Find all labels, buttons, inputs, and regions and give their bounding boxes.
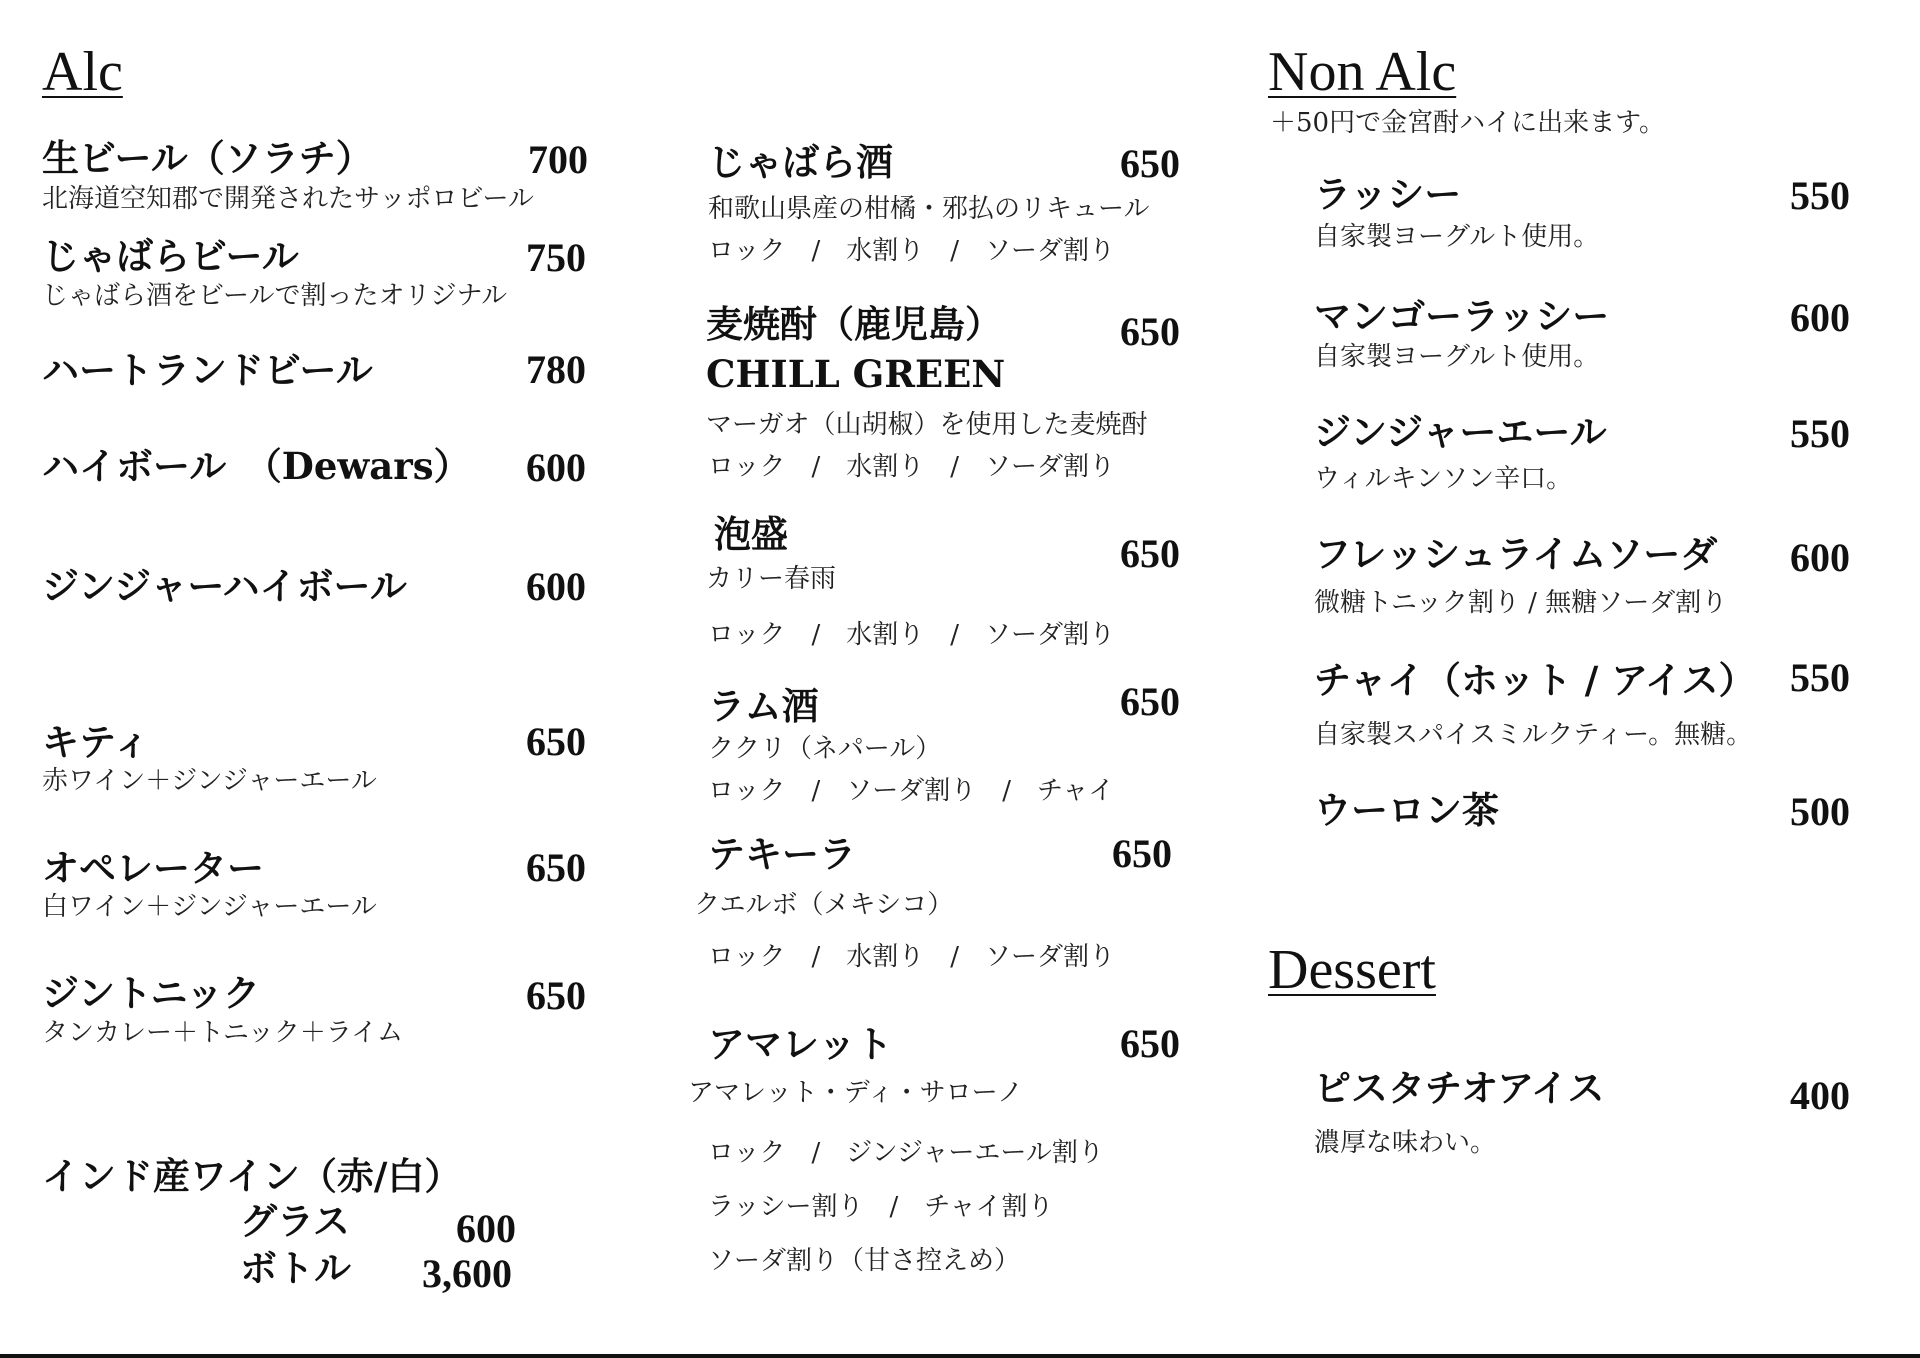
item-description: 和歌山県産の柑橘・邪払のリキュール (708, 194, 1150, 224)
item-name: オペレーター (42, 846, 264, 890)
alc-heading: Alc (42, 41, 123, 103)
item-name: ジントニック (42, 971, 261, 1015)
item-name: フレッシュライムソーダ (1314, 532, 1718, 576)
item-name: チャイ（ホット / アイス） (1314, 658, 1756, 702)
glass-label: グラス (240, 1199, 350, 1243)
item-description: アマレット・ディ・サローノ (688, 1078, 1024, 1108)
item-name: アマレット (708, 1022, 893, 1066)
item-price: 650 (526, 973, 586, 1018)
item-price: 500 (1790, 789, 1850, 834)
bottle-price: 3,600 (422, 1251, 512, 1296)
item-name: ハートランドビール (42, 348, 373, 392)
item-description: 濃厚な味わい。 (1314, 1128, 1497, 1158)
item-name: ハイボール （Dewars） (42, 444, 471, 488)
item-price: 650 (1120, 309, 1180, 354)
item-price: 400 (1790, 1073, 1850, 1118)
item-name: ウーロン茶 (1314, 788, 1499, 832)
item-name: キティ (42, 720, 151, 764)
item-options: ロック / 水割り / ソーダ割り (708, 452, 1115, 482)
item-name: インド産ワイン（赤/白） (42, 1154, 462, 1198)
item-price: 650 (1120, 1021, 1180, 1066)
item-price: 700 (528, 137, 588, 182)
item-options: ロック / 水割り / ソーダ割り (708, 942, 1115, 972)
bottle-label: ボトル (240, 1246, 351, 1290)
item-price: 600 (526, 564, 586, 609)
item-name: ピスタチオアイス (1314, 1066, 1605, 1110)
item-name: じゃばら酒 (708, 140, 893, 184)
item-name: ジンジャーハイボール (42, 564, 407, 608)
non-alc-note: ＋50円で金宮酎ハイに出来ます。 (1270, 108, 1666, 138)
item-description: 自家製スパイスミルクティー。無糖。 (1314, 720, 1753, 750)
item-description: じゃばら酒をビールで割ったオリジナル (42, 281, 508, 311)
item-description: クエルボ（メキシコ） (694, 890, 954, 920)
item-options: ロック / ジンジャーエール割り (708, 1138, 1104, 1168)
item-price: 650 (1120, 679, 1180, 724)
non-alc-heading: Non Alc (1268, 41, 1457, 103)
item-description: カリー春雨 (706, 564, 837, 594)
item-name: 生ビール（ソラチ） (42, 136, 373, 180)
item-name: マンゴーラッシー (1314, 294, 1610, 338)
item-price: 600 (1790, 535, 1850, 580)
item-price: 750 (526, 235, 586, 280)
item-price: 550 (1790, 655, 1850, 700)
item-options: ロック / 水割り / ソーダ割り (708, 236, 1115, 266)
item-price: 600 (526, 445, 586, 490)
item-description: 白ワイン＋ジンジャーエール (42, 892, 377, 922)
item-description: マーガオ（山胡椒）を使用した麦焼酎 (706, 410, 1148, 440)
item-name: ジンジャーエール (1314, 410, 1607, 454)
item-description: ククリ（ネパール） (708, 734, 942, 764)
item-name: 泡盛 (714, 512, 788, 556)
item-options: ロック / ソーダ割り / チャイ (708, 776, 1115, 806)
item-price: 600 (1790, 295, 1850, 340)
item-price: 780 (526, 347, 586, 392)
bottom-border (0, 1354, 1920, 1358)
item-price: 650 (526, 845, 586, 890)
item-description: タンカレー＋トニック＋ライム (42, 1018, 404, 1048)
item-name: テキーラ (708, 832, 856, 876)
item-description: 北海道空知郡で開発されたサッポロビール (42, 184, 534, 214)
item-name: ラム酒 (708, 684, 819, 728)
item-options: ラッシー割り / チャイ割り (708, 1192, 1054, 1222)
item-price: 650 (1120, 141, 1180, 186)
item-description: 微糖トニック割り / 無糖ソーダ割り (1314, 588, 1728, 618)
glass-price: 600 (456, 1206, 516, 1251)
item-name: じゃばらビール (42, 234, 299, 278)
item-description: 赤ワイン＋ジンジャーエール (42, 766, 377, 796)
item-subtitle: CHILL GREEN (706, 352, 1006, 396)
item-name: ラッシー (1314, 172, 1462, 216)
item-description: 自家製ヨーグルト使用。 (1314, 222, 1600, 252)
item-price: 550 (1790, 173, 1850, 218)
item-price: 650 (526, 719, 586, 764)
item-description: ウィルキンソン辛口。 (1314, 464, 1573, 494)
item-options: ソーダ割り（甘さ控えめ） (708, 1246, 1021, 1276)
item-price: 550 (1790, 411, 1850, 456)
item-name: 麦焼酎（鹿児島） (706, 302, 1002, 346)
item-description: 自家製ヨーグルト使用。 (1314, 342, 1600, 372)
item-options: ロック / 水割り / ソーダ割り (708, 620, 1115, 650)
item-price: 650 (1112, 831, 1172, 876)
dessert-heading: Dessert (1268, 939, 1436, 1001)
item-price: 650 (1120, 531, 1180, 576)
